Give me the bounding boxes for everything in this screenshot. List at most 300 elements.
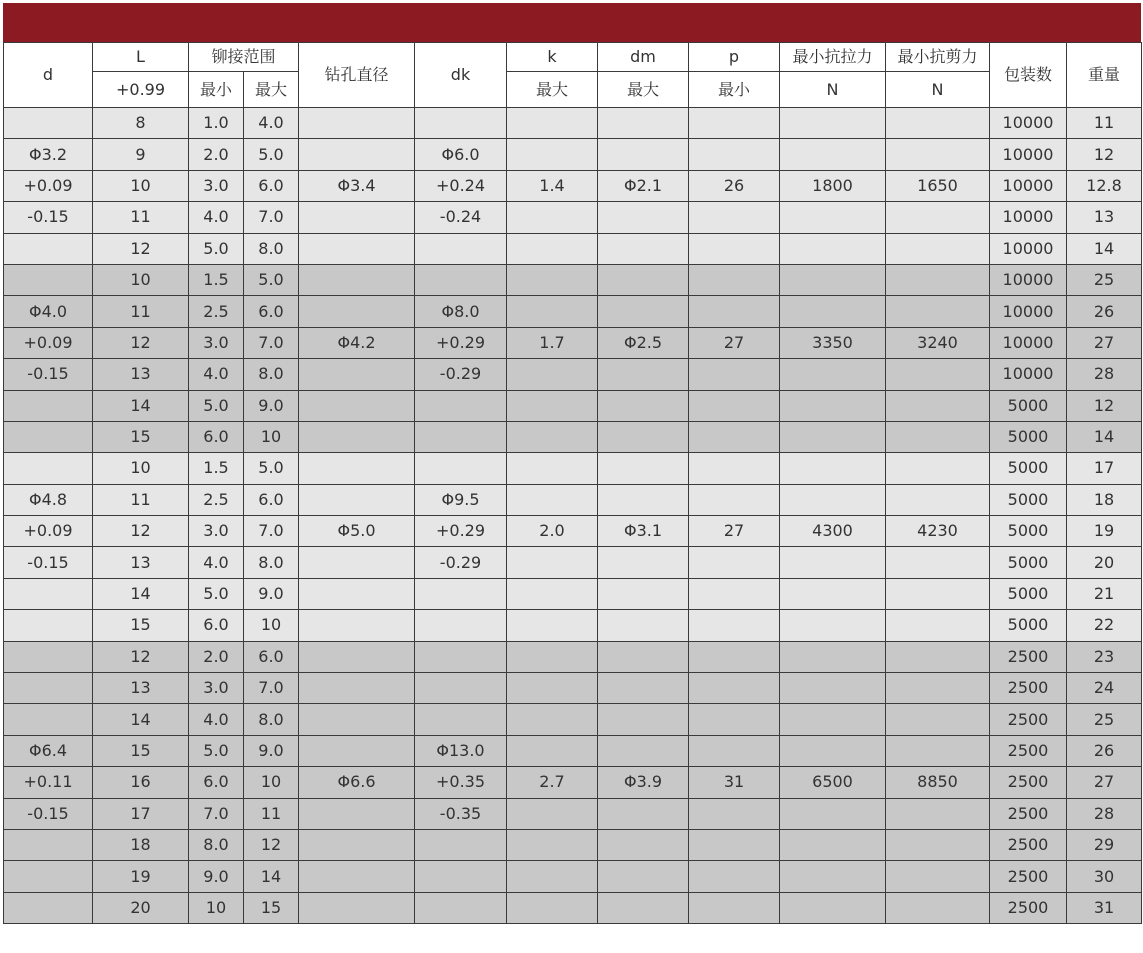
cell-dk: -0.24 (415, 202, 507, 233)
cell-drill-hole (299, 233, 415, 264)
cell-L: 10 (93, 170, 189, 201)
cell-d (4, 641, 93, 672)
cell-tensile (780, 453, 886, 484)
cell-shear (886, 673, 990, 704)
cell-k (507, 484, 598, 515)
cell-dm (598, 233, 689, 264)
cell-pack-qty: 10000 (990, 327, 1067, 358)
cell-p (689, 264, 780, 295)
cell-pack-qty: 2500 (990, 892, 1067, 923)
cell-L: 12 (93, 641, 189, 672)
col-header-grip-range: 铆接范围 (189, 43, 299, 72)
cell-grip-min: 1.5 (189, 453, 244, 484)
cell-pack-qty: 10000 (990, 202, 1067, 233)
cell-pack-qty: 5000 (990, 516, 1067, 547)
cell-pack-qty: 2500 (990, 829, 1067, 860)
cell-tensile (780, 610, 886, 641)
cell-pack-qty: 5000 (990, 610, 1067, 641)
cell-dk (415, 264, 507, 295)
cell-weight: 30 (1067, 861, 1142, 892)
col-subheader-L-tol: +0.99 (93, 72, 189, 108)
cell-k (507, 578, 598, 609)
col-subheader-shear-unit: N (886, 72, 990, 108)
cell-grip-min: 4.0 (189, 202, 244, 233)
cell-grip-min: 2.5 (189, 296, 244, 327)
cell-tensile: 3350 (780, 327, 886, 358)
col-header-drill-hole: 钻孔直径 (299, 43, 415, 108)
cell-L: 20 (93, 892, 189, 923)
table-row (4, 892, 1142, 923)
cell-grip-max: 7.0 (244, 202, 299, 233)
cell-tensile (780, 735, 886, 766)
cell-weight: 22 (1067, 610, 1142, 641)
cell-k (507, 421, 598, 452)
cell-d (4, 233, 93, 264)
title-banner (3, 3, 1141, 42)
cell-drill-hole (299, 704, 415, 735)
cell-tensile (780, 264, 886, 295)
col-header-weight: 重量 (1067, 43, 1142, 108)
cell-d: -0.15 (4, 547, 93, 578)
cell-pack-qty: 5000 (990, 390, 1067, 421)
cell-dk: -0.29 (415, 547, 507, 578)
cell-L: 17 (93, 798, 189, 829)
cell-d: -0.15 (4, 359, 93, 390)
cell-dm (598, 892, 689, 923)
cell-drill-hole (299, 264, 415, 295)
cell-p (689, 704, 780, 735)
table-row (4, 170, 1142, 201)
cell-weight: 18 (1067, 484, 1142, 515)
cell-dk: Φ8.0 (415, 296, 507, 327)
cell-tensile (780, 359, 886, 390)
cell-p (689, 610, 780, 641)
cell-L: 12 (93, 233, 189, 264)
table-row (4, 421, 1142, 452)
cell-p: 26 (689, 170, 780, 201)
cell-d (4, 673, 93, 704)
cell-L: 15 (93, 421, 189, 452)
cell-dm (598, 421, 689, 452)
cell-shear (886, 108, 990, 139)
cell-dk (415, 610, 507, 641)
table-row (4, 735, 1142, 766)
cell-weight: 29 (1067, 829, 1142, 860)
cell-weight: 25 (1067, 704, 1142, 735)
cell-pack-qty: 2500 (990, 861, 1067, 892)
cell-k: 2.0 (507, 516, 598, 547)
col-subheader-tensile-unit: N (780, 72, 886, 108)
cell-shear (886, 390, 990, 421)
cell-L: 12 (93, 516, 189, 547)
cell-shear (886, 861, 990, 892)
col-header-L: L (93, 43, 189, 72)
cell-d: Φ4.0 (4, 296, 93, 327)
cell-dm (598, 359, 689, 390)
cell-grip-min: 2.0 (189, 641, 244, 672)
cell-drill-hole (299, 641, 415, 672)
table-row (4, 453, 1142, 484)
col-subheader-p: 最小 (689, 72, 780, 108)
cell-grip-min: 5.0 (189, 233, 244, 264)
cell-grip-max: 11 (244, 798, 299, 829)
cell-pack-qty: 10000 (990, 233, 1067, 264)
cell-tensile (780, 233, 886, 264)
cell-k: 2.7 (507, 767, 598, 798)
cell-p (689, 829, 780, 860)
cell-pack-qty: 2500 (990, 767, 1067, 798)
col-header-p: p (689, 43, 780, 72)
cell-grip-max: 6.0 (244, 484, 299, 515)
cell-shear: 1650 (886, 170, 990, 201)
table-row (4, 139, 1142, 170)
table-row (4, 673, 1142, 704)
cell-L: 9 (93, 139, 189, 170)
cell-shear (886, 139, 990, 170)
cell-weight: 31 (1067, 892, 1142, 923)
cell-drill-hole (299, 390, 415, 421)
table-row (4, 264, 1142, 295)
cell-d (4, 264, 93, 295)
col-header-d: d (4, 43, 93, 108)
cell-grip-min: 2.5 (189, 484, 244, 515)
cell-drill-hole: Φ4.2 (299, 327, 415, 358)
cell-weight: 28 (1067, 359, 1142, 390)
table-row (4, 704, 1142, 735)
cell-dm (598, 547, 689, 578)
cell-drill-hole (299, 202, 415, 233)
cell-grip-min: 3.0 (189, 516, 244, 547)
table-row (4, 829, 1142, 860)
cell-p (689, 892, 780, 923)
table-row (4, 484, 1142, 515)
cell-tensile (780, 704, 886, 735)
cell-grip-max: 12 (244, 829, 299, 860)
cell-shear (886, 421, 990, 452)
cell-k (507, 139, 598, 170)
cell-shear: 4230 (886, 516, 990, 547)
cell-pack-qty: 5000 (990, 453, 1067, 484)
cell-pack-qty: 10000 (990, 139, 1067, 170)
cell-grip-max: 8.0 (244, 359, 299, 390)
cell-pack-qty: 5000 (990, 421, 1067, 452)
cell-k (507, 453, 598, 484)
cell-drill-hole (299, 359, 415, 390)
cell-L: 8 (93, 108, 189, 139)
cell-shear (886, 892, 990, 923)
cell-grip-max: 7.0 (244, 673, 299, 704)
cell-tensile (780, 673, 886, 704)
cell-dk (415, 829, 507, 860)
cell-L: 16 (93, 767, 189, 798)
cell-dm: Φ2.5 (598, 327, 689, 358)
cell-p (689, 390, 780, 421)
cell-dm: Φ3.9 (598, 767, 689, 798)
cell-grip-min: 6.0 (189, 610, 244, 641)
cell-grip-max: 5.0 (244, 139, 299, 170)
cell-shear (886, 264, 990, 295)
cell-pack-qty: 10000 (990, 359, 1067, 390)
cell-grip-min: 1.5 (189, 264, 244, 295)
cell-grip-min: 4.0 (189, 704, 244, 735)
cell-L: 18 (93, 829, 189, 860)
cell-p (689, 108, 780, 139)
cell-shear (886, 735, 990, 766)
cell-p: 27 (689, 327, 780, 358)
cell-p: 31 (689, 767, 780, 798)
cell-drill-hole: Φ3.4 (299, 170, 415, 201)
table-row (4, 641, 1142, 672)
cell-p (689, 233, 780, 264)
header-row-bottom (4, 72, 1142, 108)
cell-pack-qty: 5000 (990, 547, 1067, 578)
cell-shear (886, 359, 990, 390)
cell-tensile (780, 892, 886, 923)
col-header-shear: 最小抗剪力 (886, 43, 990, 72)
cell-p (689, 578, 780, 609)
cell-weight: 27 (1067, 767, 1142, 798)
cell-drill-hole (299, 861, 415, 892)
cell-dk (415, 421, 507, 452)
cell-pack-qty: 10000 (990, 170, 1067, 201)
cell-shear (886, 233, 990, 264)
cell-k (507, 296, 598, 327)
cell-pack-qty: 2500 (990, 798, 1067, 829)
cell-weight: 12 (1067, 390, 1142, 421)
cell-dm (598, 139, 689, 170)
cell-grip-max: 5.0 (244, 264, 299, 295)
cell-L: 10 (93, 264, 189, 295)
cell-drill-hole (299, 610, 415, 641)
cell-dm (598, 108, 689, 139)
cell-dk: +0.29 (415, 327, 507, 358)
cell-p (689, 139, 780, 170)
cell-grip-min: 8.0 (189, 829, 244, 860)
cell-grip-max: 6.0 (244, 641, 299, 672)
cell-dk (415, 641, 507, 672)
cell-grip-max: 14 (244, 861, 299, 892)
cell-grip-min: 10 (189, 892, 244, 923)
cell-shear (886, 202, 990, 233)
cell-p (689, 798, 780, 829)
cell-p (689, 735, 780, 766)
cell-tensile (780, 641, 886, 672)
cell-drill-hole (299, 673, 415, 704)
cell-dm (598, 673, 689, 704)
cell-drill-hole (299, 798, 415, 829)
cell-dm (598, 861, 689, 892)
cell-dk (415, 578, 507, 609)
cell-k (507, 264, 598, 295)
cell-grip-max: 10 (244, 767, 299, 798)
cell-dm: Φ3.1 (598, 516, 689, 547)
cell-dm (598, 578, 689, 609)
cell-d (4, 892, 93, 923)
cell-L: 10 (93, 453, 189, 484)
col-header-dm: dm (598, 43, 689, 72)
cell-tensile: 1800 (780, 170, 886, 201)
cell-weight: 20 (1067, 547, 1142, 578)
cell-grip-max: 7.0 (244, 327, 299, 358)
cell-grip-min: 2.0 (189, 139, 244, 170)
cell-shear (886, 296, 990, 327)
cell-grip-min: 6.0 (189, 767, 244, 798)
cell-weight: 24 (1067, 673, 1142, 704)
cell-pack-qty: 2500 (990, 704, 1067, 735)
cell-drill-hole (299, 547, 415, 578)
cell-d (4, 108, 93, 139)
cell-dm (598, 798, 689, 829)
table-row (4, 767, 1142, 798)
cell-d: +0.11 (4, 767, 93, 798)
cell-p (689, 547, 780, 578)
cell-tensile (780, 861, 886, 892)
cell-d: Φ3.2 (4, 139, 93, 170)
cell-k: 1.7 (507, 327, 598, 358)
cell-L: 14 (93, 390, 189, 421)
cell-grip-max: 15 (244, 892, 299, 923)
cell-shear (886, 829, 990, 860)
cell-pack-qty: 2500 (990, 673, 1067, 704)
cell-weight: 13 (1067, 202, 1142, 233)
cell-p (689, 453, 780, 484)
cell-grip-max: 8.0 (244, 547, 299, 578)
cell-L: 15 (93, 610, 189, 641)
cell-L: 14 (93, 704, 189, 735)
cell-drill-hole (299, 296, 415, 327)
cell-tensile (780, 139, 886, 170)
cell-d (4, 829, 93, 860)
cell-dm (598, 641, 689, 672)
cell-dk (415, 233, 507, 264)
cell-L: 11 (93, 484, 189, 515)
cell-tensile (780, 108, 886, 139)
cell-dk: Φ13.0 (415, 735, 507, 766)
cell-drill-hole (299, 578, 415, 609)
cell-weight: 12 (1067, 139, 1142, 170)
cell-p (689, 484, 780, 515)
cell-shear (886, 547, 990, 578)
cell-L: 19 (93, 861, 189, 892)
cell-L: 13 (93, 673, 189, 704)
cell-shear (886, 798, 990, 829)
cell-dk (415, 390, 507, 421)
table-body (4, 108, 1142, 924)
cell-k (507, 547, 598, 578)
cell-drill-hole (299, 829, 415, 860)
cell-pack-qty: 10000 (990, 108, 1067, 139)
cell-k (507, 861, 598, 892)
cell-p (689, 673, 780, 704)
cell-d: -0.15 (4, 798, 93, 829)
cell-dm (598, 704, 689, 735)
cell-k: 1.4 (507, 170, 598, 201)
cell-dk (415, 892, 507, 923)
table-row (4, 578, 1142, 609)
col-subheader-k: 最大 (507, 72, 598, 108)
cell-pack-qty: 5000 (990, 484, 1067, 515)
cell-d: -0.15 (4, 202, 93, 233)
cell-pack-qty: 5000 (990, 578, 1067, 609)
cell-d: Φ4.8 (4, 484, 93, 515)
cell-pack-qty: 10000 (990, 296, 1067, 327)
cell-grip-max: 9.0 (244, 735, 299, 766)
cell-weight: 17 (1067, 453, 1142, 484)
col-subheader-grip-min: 最小 (189, 72, 244, 108)
cell-k (507, 359, 598, 390)
cell-grip-min: 5.0 (189, 578, 244, 609)
cell-grip-max: 7.0 (244, 516, 299, 547)
cell-k (507, 108, 598, 139)
cell-dk: +0.35 (415, 767, 507, 798)
cell-d: +0.09 (4, 327, 93, 358)
cell-grip-max: 10 (244, 610, 299, 641)
cell-dk (415, 861, 507, 892)
cell-weight: 27 (1067, 327, 1142, 358)
cell-shear: 8850 (886, 767, 990, 798)
cell-tensile (780, 202, 886, 233)
cell-dk: Φ6.0 (415, 139, 507, 170)
cell-dm (598, 735, 689, 766)
cell-dm (598, 390, 689, 421)
cell-L: 12 (93, 327, 189, 358)
cell-k (507, 202, 598, 233)
cell-dm (598, 296, 689, 327)
col-header-pack-qty: 包装数 (990, 43, 1067, 108)
cell-dm: Φ2.1 (598, 170, 689, 201)
cell-shear: 3240 (886, 327, 990, 358)
cell-grip-min: 3.0 (189, 170, 244, 201)
cell-p (689, 202, 780, 233)
col-subheader-dm: 最大 (598, 72, 689, 108)
cell-grip-max: 9.0 (244, 578, 299, 609)
cell-k (507, 735, 598, 766)
cell-tensile (780, 390, 886, 421)
cell-tensile: 6500 (780, 767, 886, 798)
cell-dk (415, 673, 507, 704)
cell-weight: 12.8 (1067, 170, 1142, 201)
table-row (4, 610, 1142, 641)
cell-p (689, 296, 780, 327)
col-header-dk: dk (415, 43, 507, 108)
cell-d (4, 421, 93, 452)
cell-p: 27 (689, 516, 780, 547)
cell-k (507, 673, 598, 704)
cell-dk: -0.35 (415, 798, 507, 829)
table-row (4, 202, 1142, 233)
table-row (4, 861, 1142, 892)
cell-k (507, 798, 598, 829)
cell-d (4, 453, 93, 484)
cell-tensile (780, 421, 886, 452)
header-row-top (4, 43, 1142, 72)
cell-p (689, 641, 780, 672)
cell-k (507, 704, 598, 735)
cell-shear (886, 578, 990, 609)
cell-dk: -0.29 (415, 359, 507, 390)
cell-k (507, 641, 598, 672)
cell-k (507, 829, 598, 860)
cell-weight: 14 (1067, 421, 1142, 452)
cell-weight: 26 (1067, 735, 1142, 766)
cell-grip-min: 7.0 (189, 798, 244, 829)
table-row (4, 547, 1142, 578)
cell-weight: 28 (1067, 798, 1142, 829)
cell-tensile (780, 829, 886, 860)
cell-tensile (780, 798, 886, 829)
cell-L: 11 (93, 296, 189, 327)
table-row (4, 108, 1142, 139)
